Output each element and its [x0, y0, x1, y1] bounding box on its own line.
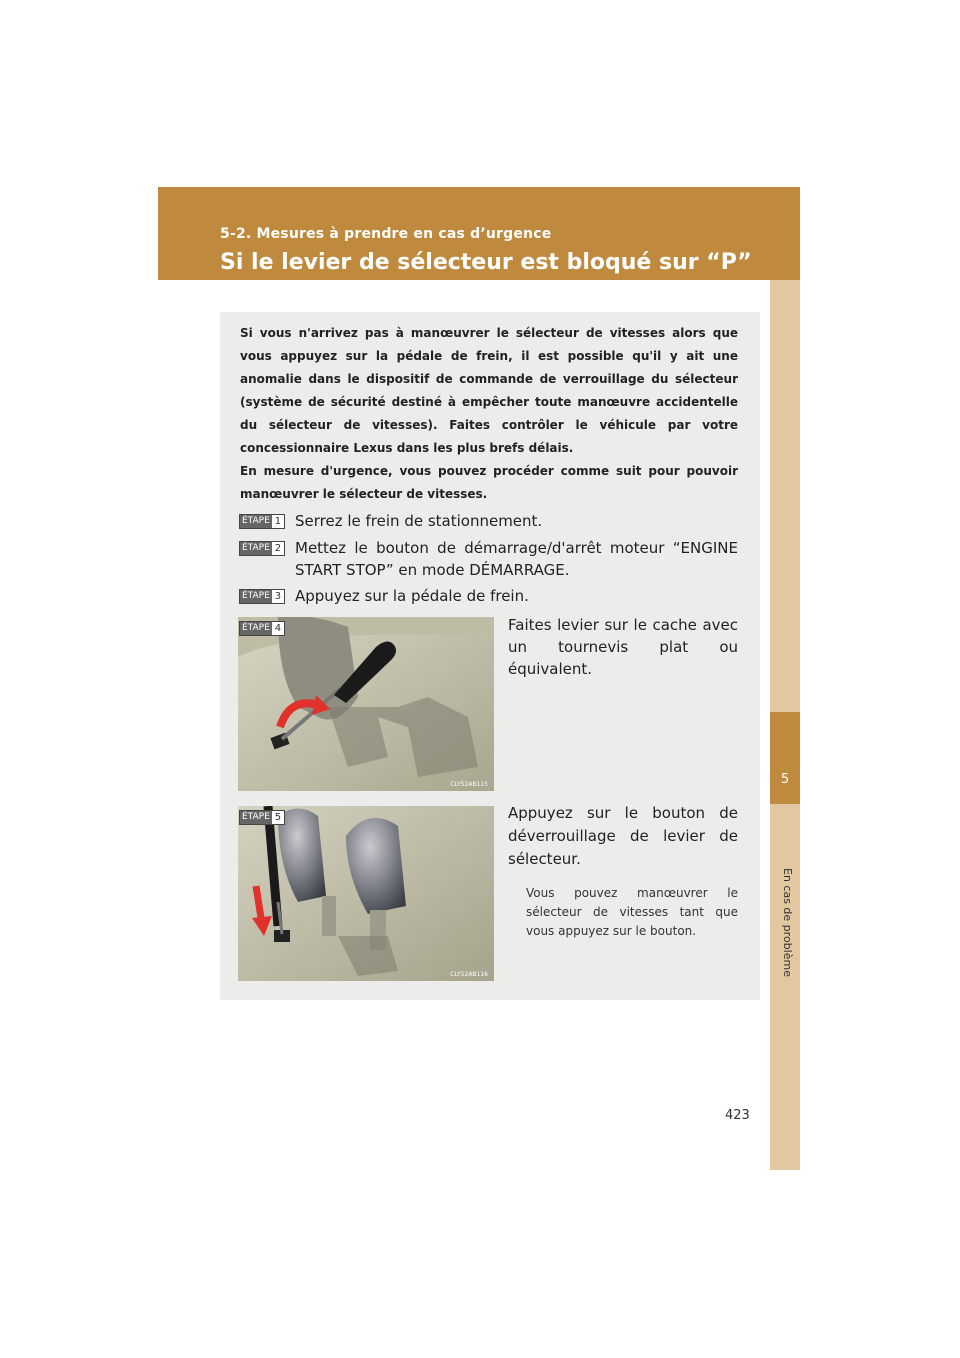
step-note: Vous pouvez manœuvrer le sélecteur de vitesses tant que vous appuyez sur le bouton. — [526, 886, 738, 938]
chapter-title: En cas de problème — [781, 868, 794, 977]
step-badge-label: ÉTAPE — [242, 623, 270, 633]
header-band-tab — [770, 187, 800, 280]
step-text: Faites levier sur le cache avec un tournevis plat ou équivalent. — [508, 616, 738, 678]
shift-lever-cover-illustration — [238, 617, 494, 791]
image-code: CLY52AB116 — [450, 971, 488, 978]
step-text: Mettez le bouton de démarrage/d'arrêt moteur “ENGINE START STOP” en mode DÉMARRAGE. — [295, 539, 738, 579]
intro-text — [240, 322, 738, 506]
step-badge — [239, 541, 285, 556]
step-badge-label: ÉTAPE — [242, 591, 270, 601]
step-text: Serrez le frein de stationnement. — [295, 512, 543, 530]
step-number: 4 — [274, 623, 282, 634]
step-badge-label: ÉTAPE — [242, 543, 270, 553]
step-badge-label: ÉTAPE — [242, 516, 270, 526]
chapter-number: 5 — [780, 772, 790, 787]
step-number: 1 — [274, 516, 282, 527]
step-number: 2 — [274, 543, 282, 554]
page-title: Si le levier de sélecteur est bloqué sur “P” — [220, 250, 752, 275]
step-badge-label: ÉTAPE — [242, 812, 270, 822]
step-number: 5 — [274, 812, 282, 823]
step-badge — [239, 514, 285, 529]
shift-lever-release-illustration — [238, 806, 494, 981]
step-badge — [239, 810, 285, 825]
intro-paragraph: Si vous n'arrivez pas à manœuvrer le sélecteur de vitesses alors que vous appuyez sur la pédale de frein, il est possible qu'il y ait une anomalie dans le dispositif de commande de verrouillage du sélecteur (système de sécurité destiné à empêcher toute manœuvre accidentelle du sélecteur de vitesses). Faites contrôler le véhicule par votre concessionnaire Lexus dans les plus brefs délais. — [240, 326, 738, 455]
step-4-illustration — [238, 617, 494, 791]
image-code: CLY52AB115 — [450, 781, 488, 788]
section-label: 5-2. Mesures à prendre en cas d’urgence — [220, 226, 552, 242]
page-number: 423 — [725, 1108, 750, 1123]
step-badge — [239, 589, 285, 604]
step-5-illustration — [238, 806, 494, 981]
step-badge — [239, 621, 285, 636]
intro-paragraph: En mesure d'urgence, vous pouvez procéder comme suit pour pouvoir manœuvrer le sélecteur de vitesses. — [240, 464, 738, 501]
chapter-tab[interactable] — [770, 712, 800, 804]
step-text: Appuyez sur le bouton de déverrouillage de levier de sélecteur. — [508, 804, 738, 868]
step-number: 3 — [274, 591, 282, 602]
step-text: Appuyez sur la pédale de frein. — [295, 587, 529, 605]
